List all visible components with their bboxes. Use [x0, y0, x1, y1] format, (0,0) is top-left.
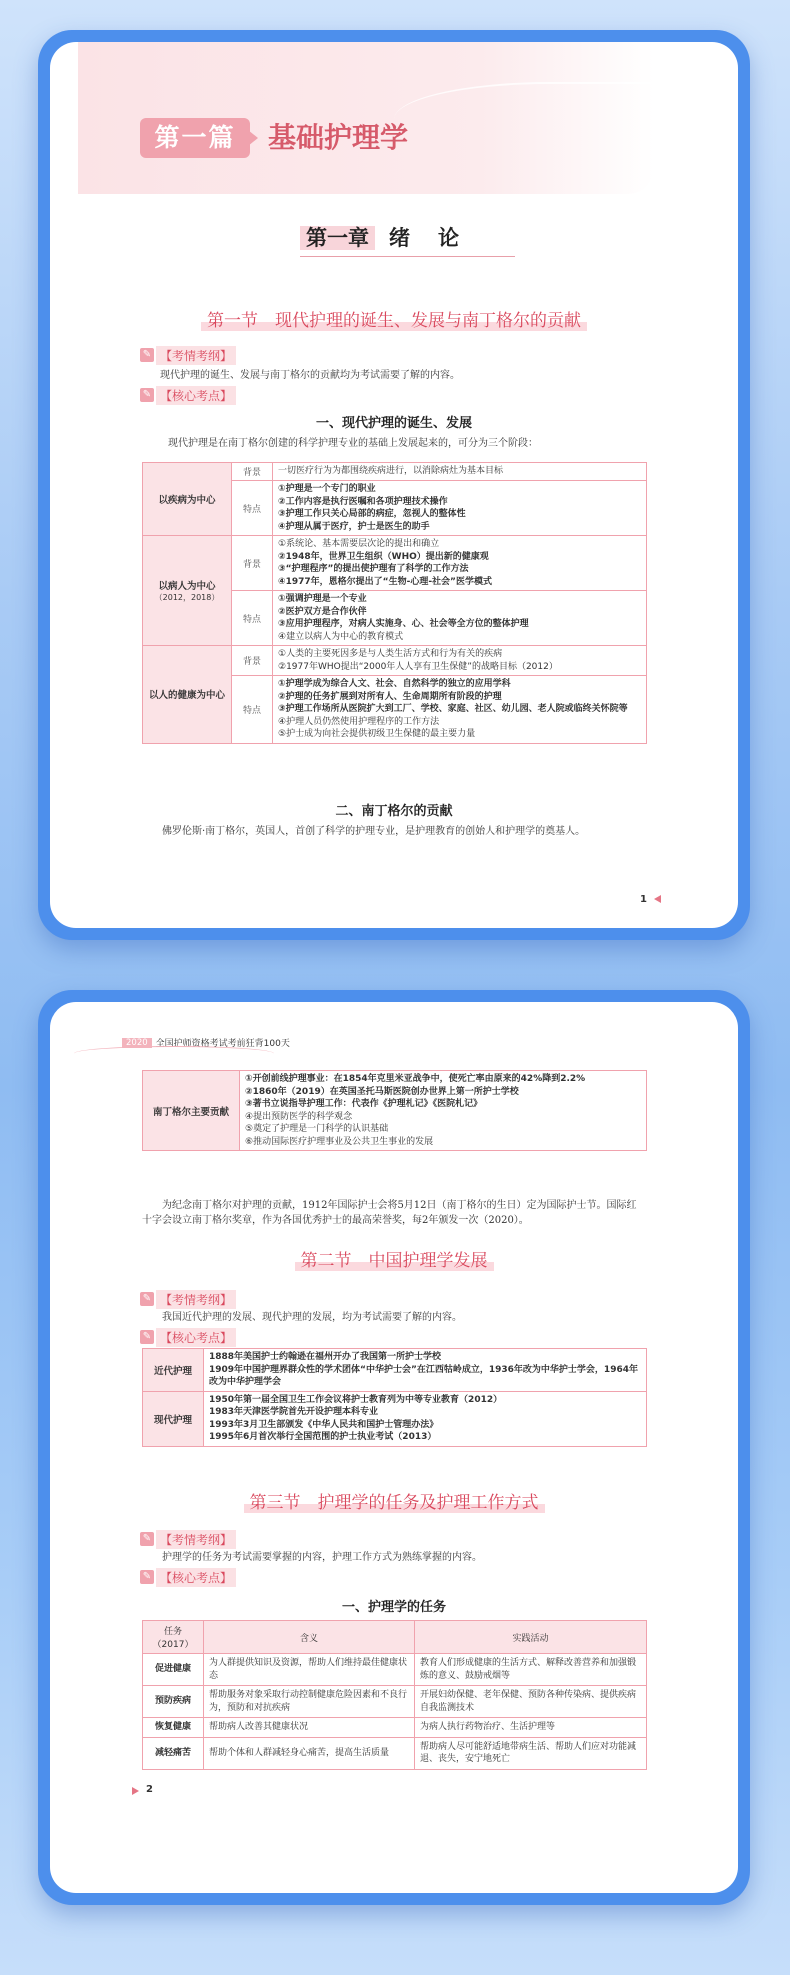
outline-text: 我国近代护理的发展、现代护理的发展，均为考试需要了解的内容。: [162, 1312, 462, 1323]
list-item: ④提出预防医学的科学观念: [245, 1111, 353, 1122]
list-item: 1888年美国护士约翰逊在福州开办了我国第一所护士学校: [209, 1352, 442, 1362]
page-1: [50, 42, 738, 928]
stage-name: [143, 536, 232, 646]
list-item: ④护理从属于医疗，护士是医生的助手: [278, 521, 430, 532]
list-item: 1950年第一届全国卫生工作会议将护士教育列为中等专业教育（2012）: [209, 1394, 503, 1405]
stage-row: [143, 536, 647, 591]
core-tag-label: 【核心考点】: [156, 1568, 236, 1587]
pencil-icon: ✎: [140, 1570, 154, 1584]
row-key: 近代护理: [143, 1349, 204, 1392]
row-content: [273, 481, 647, 536]
list-item: ③著书立说指导护理工作：代表作《护理札记》《医院札记》: [245, 1099, 483, 1109]
chapter-underline: [300, 256, 515, 257]
chapter-name: 绪论: [389, 226, 487, 250]
china-nursing-table: [142, 1348, 647, 1447]
intro-text: 现代护理是在南丁格尔创建的科学护理专业的基础上发展起来的，可分为三个阶段：: [168, 438, 538, 449]
stage-name-text: 以人的健康为中心: [148, 690, 225, 702]
task-name: 促进健康: [143, 1654, 204, 1686]
list-item: ①护理是一个专门的职业: [278, 484, 376, 494]
list-item: ④建立以病人为中心的教育模式: [278, 631, 404, 642]
row-content: [273, 676, 647, 744]
table-row: [143, 1349, 647, 1392]
list-item: 1983年天津医学院首先开设护理本科专业: [209, 1407, 379, 1417]
tasks-table: [142, 1620, 647, 1770]
row-label: 背景: [232, 646, 273, 676]
table-row: [143, 1654, 647, 1686]
list-item: ③应用护理程序，对病人实施身、心、社会等全方位的整体护理: [278, 619, 529, 629]
list-item: ②1860年（2019）在英国圣托马斯医院创办世界上第一所护士学校: [245, 1086, 519, 1097]
row-content: [204, 1391, 647, 1446]
list-item: ②1977年WHO提出“2000年人人享有卫生保健”的战略目标（2012）: [278, 661, 558, 672]
list-item: 一切医疗行为为都围绕疾病进行，以消除病灶为基本目标: [278, 466, 504, 477]
row-label: 特点: [232, 481, 273, 536]
section-title-text: 第一节 现代护理的诞生、发展与南丁格尔的贡献: [201, 311, 587, 331]
table-row: [143, 1737, 647, 1769]
task-practice: 开展妇幼保健、老年保健、预防各种传染病、提供疾病自我监测技术: [415, 1686, 647, 1718]
section-title: [50, 1246, 738, 1271]
chapter-title: [300, 222, 487, 256]
row-label: 背景: [232, 536, 273, 591]
outline-tag: [140, 1530, 236, 1548]
outline-tag-label: 【考情考纲】: [156, 1530, 236, 1549]
row-content: [273, 591, 647, 646]
contrib-label: 南丁格尔主要贡献: [143, 1071, 240, 1151]
page-number: 1: [640, 894, 647, 905]
outline-tag: [140, 1290, 236, 1308]
stage-row: [143, 463, 647, 481]
outline-tag-label: 【考情考纲】: [156, 346, 236, 365]
page-arrow-icon: [654, 895, 661, 903]
list-item: ②工作内容是执行医嘱和各项护理技术操作: [278, 496, 448, 507]
outline-text: 护理学的任务为考试需要掌握的内容，护理工作方式为熟练掌握的内容。: [162, 1552, 482, 1563]
core-tag: [140, 1328, 236, 1346]
task-name: 减轻痛苦: [143, 1737, 204, 1769]
outline-text: 现代护理的诞生、发展与南丁格尔的贡献均为考试需要了解的内容。: [160, 370, 460, 381]
table-row: [143, 1718, 647, 1738]
row-key: 现代护理: [143, 1391, 204, 1446]
running-title: 全国护师资格考试考前狂背100天: [155, 1039, 290, 1049]
table-row: [143, 1391, 647, 1446]
task-name: 预防疾病: [143, 1686, 204, 1718]
row-label: 特点: [232, 591, 273, 646]
heading: 一、现代护理的诞生、发展: [315, 416, 472, 431]
heading: 二、南丁格尔的贡献: [335, 804, 453, 819]
list-item: ⑤奠定了护理是一门科学的认识基础: [245, 1124, 389, 1134]
page-frame-1: [38, 30, 750, 940]
pencil-icon: ✎: [140, 1330, 154, 1344]
section-title: [50, 1488, 738, 1513]
part-title: 基础护理学: [268, 121, 409, 154]
pencil-icon: ✎: [140, 1532, 154, 1546]
task-practice: 教育人们形成健康的生活方式、解释改善营养和加强锻炼的意义、鼓励戒烟等: [415, 1654, 647, 1686]
list-item: ②医护双方是合作伙伴: [278, 606, 367, 617]
list-item: ①开创前线护理事业：在1854年克里米亚战争中，使死亡率由原来的42%降到2.2%: [245, 1074, 586, 1084]
contrib-list: [240, 1071, 647, 1151]
task-practice: 帮助病人尽可能舒适地带病生活、帮助人们应对功能减退、丧失，安宁地死亡: [415, 1737, 647, 1769]
section-title-text: 第二节 中国护理学发展: [295, 1251, 494, 1271]
list-item: ③护理工作场所从医院扩大到工厂、学校、家庭、社区、幼儿园、老人院或临终关怀院等: [278, 704, 628, 714]
list-item: ④护理人员仍然使用护理程序的工作方法: [278, 716, 440, 727]
task-practice: 为病人执行药物治疗、生活护理等: [415, 1718, 647, 1738]
chapter-number: 第一章: [300, 226, 375, 250]
column-header: 含义: [204, 1621, 415, 1654]
page-frame-2: [38, 990, 750, 1905]
outline-tag-label: 【考情考纲】: [156, 1290, 236, 1309]
page-2: [50, 1002, 738, 1893]
core-tag-label: 【核心考点】: [156, 1328, 236, 1347]
page-number: 2: [146, 1784, 153, 1795]
task-meaning: 为人群提供知识及资源，帮助人们维持最佳健康状态: [204, 1654, 415, 1686]
row-content: [273, 463, 647, 481]
heading: 一、护理学的任务: [341, 1600, 446, 1615]
pencil-icon: ✎: [140, 388, 154, 402]
part-arrow-icon: [248, 130, 258, 146]
row-label: 特点: [232, 676, 273, 744]
core-tag-label: 【核心考点】: [156, 386, 236, 405]
list-item: ②护理的任务扩展到对所有人、生命周期所有阶段的护理: [278, 691, 502, 702]
core-tag: [140, 1568, 236, 1586]
column-header: 实践活动: [415, 1621, 647, 1654]
column-header: 任务（2017）: [143, 1621, 204, 1654]
row-content: [273, 646, 647, 676]
stage-name-text: 以病人为中心: [158, 581, 216, 592]
stage-note: （2012，2018）: [154, 593, 220, 602]
list-item: 1995年6月首次举行全国范围的护士执业考试（2013）: [209, 1432, 437, 1442]
list-item: ④1977年，恩格尔提出了“生物-心理-社会”医学模式: [278, 576, 492, 587]
pencil-icon: ✎: [140, 348, 154, 362]
running-year: 2020: [122, 1038, 152, 1048]
task-meaning: 帮助服务对象采取行动控制健康危险因素和不良行为，预防和对抗疾病: [204, 1686, 415, 1718]
task-meaning: 帮助个体和人群减轻身心痛苦，提高生活质量: [204, 1737, 415, 1769]
table-row: [143, 1686, 647, 1718]
list-item: ①系统论、基本需要层次论的提出和确立: [278, 539, 440, 549]
task-name: 恢复健康: [143, 1718, 204, 1738]
list-item: ②1948年，世界卫生组织（WHO）提出新的健康观: [278, 551, 489, 562]
core-tag: [140, 386, 236, 404]
list-item: ①强调护理是一个专业: [278, 594, 367, 604]
stage-name-text: 以疾病为中心: [158, 495, 216, 506]
part-badge: 第一篇: [140, 118, 250, 158]
stage-name: [143, 646, 232, 744]
list-item: ③“护理程序”的提出使护理有了科学的工作方法: [278, 564, 469, 574]
section-title: [50, 306, 738, 331]
list-item: ①护理学成为综合人文、社会、自然科学的独立的应用学科: [278, 679, 511, 689]
contrib-table: [142, 1070, 647, 1151]
section-title-text: 第三节 护理学的任务及护理工作方式: [244, 1493, 545, 1513]
row-content: [204, 1349, 647, 1392]
list-item: ①人类的主要死因多是与人类生活方式和行为有关的疾病: [278, 649, 503, 659]
list-item: 1909年中国护理界群众性的学术团体“中华护士会”在江西牯岭成立，1936年改为中华护士学会，1964年改为中华护理学会: [209, 1364, 638, 1387]
pencil-icon: ✎: [140, 1292, 154, 1306]
nightingale-intro: 佛罗伦斯·南丁格尔，英国人，首创了科学的护理专业，是护理教育的创始人和护理学的奠基人。: [162, 826, 586, 837]
task-meaning: 帮助病人改善其健康状况: [204, 1718, 415, 1738]
row-label: 背景: [232, 463, 273, 481]
list-item: 1993年3月卫生部颁发《中华人民共和国护士管理办法》: [209, 1419, 439, 1430]
page-arrow-icon: [132, 1787, 139, 1795]
stage-row: [143, 646, 647, 676]
list-item: ⑥推动国际医疗护理事业及公共卫生事业的发展: [245, 1136, 434, 1147]
row-content: [273, 536, 647, 591]
list-item: ③护理工作只关心局部的病症，忽视人的整体性: [278, 509, 466, 519]
header-curve: [74, 1046, 274, 1061]
stages-table: [142, 462, 647, 744]
stage-name: [143, 463, 232, 536]
commemorate-text: 为纪念南丁格尔对护理的贡献，1912年国际护士会将5月12日（南丁格尔的生日）定为国际护士节。国际红十字会设立南丁格尔奖章，作为各国优秀护士的最高荣誉奖，每2年颁发一次（2020）。: [142, 1200, 637, 1226]
list-item: ⑤护士成为向社会提供初级卫生保健的最主要力量: [278, 729, 476, 739]
outline-tag: [140, 346, 236, 364]
